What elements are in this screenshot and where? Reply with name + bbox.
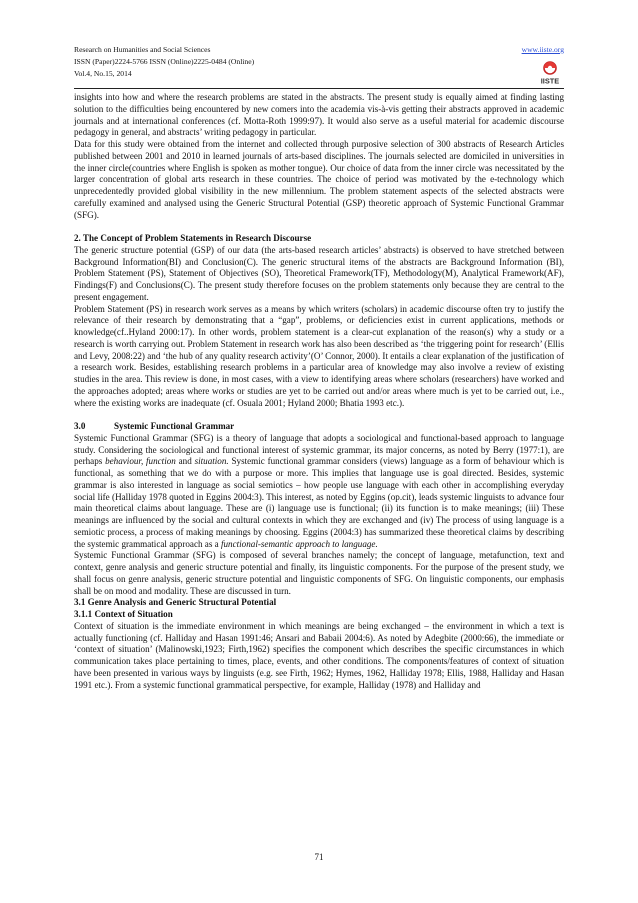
page-header [74, 44, 564, 80]
section-number: 3.0 [74, 421, 86, 431]
issn-line: ISSN (Paper)2224-5766 ISSN (Online)2225-0484 (Online) [74, 57, 255, 66]
paragraph-7: Context of situation is the immediate environment in which meanings are being exchanged – the environment in which a text is actually functioning (cf. Halliday and Hasan 1991:46; Ansari and Babaii 2004:6). As noted by Adegbite (2000:66), the immediate or ‘context of situation’ (Malinowski,1923; Firth,1962) specifies the component which describes the specific circumstances in which communication takes place pertaining to times, place, events, and other conditions. The components/features of context of situation have been presented in various ways by linguists (e.g. see Firth, 1962; Hymes, 1962, Halliday 1978; Ellis, 1988, Halliday and Hasan 1991 etc.). From a systemic functional grammatical perspective, for example, Halliday (1978) and Halliday and [74, 620, 564, 690]
journal-website-link[interactable]: www.iiste.org [521, 45, 564, 54]
subsection-heading-3-1: 3.1 Genre Analysis and Generic Structural Potential [74, 597, 277, 608]
journal-title: Research on Humanities and Social Sciences [74, 45, 211, 54]
article-body [74, 92, 564, 691]
paragraph-1: insights into how and where the research problems are stated in the abstracts. The present study is equally aimed at finding lasting solution to the difficulties being encountered by new comers into the academia vis-à-vis getting their abstracts approved in academic journals and at international conferences (cf. Motta-Roth 1999:97). It would also serve as a useful material for academic discourse pedagogy in general, and abstracts’ writing pedagogy in particular. [74, 92, 564, 138]
header-divider [74, 88, 564, 89]
volume-line: Vol.4, No.15, 2014 [74, 69, 132, 78]
paragraph-6: Systemic Functional Grammar (SFG) is composed of several branches namely; the concept of language, metafunction, text and context, genre analysis and generic structure potential and finally, its linguistic components. For the purpose of the present study, we shall focus on genre analysis, generic structure potential and linguistic components of SFG. On linguistic components, our emphasis shall be on mood and modality. These are discussed in turn. [74, 550, 564, 596]
section-title: Systemic Functional Grammar [114, 421, 235, 431]
section-heading-3 [74, 421, 564, 433]
paragraph-3: The generic structure potential (GSP) of our data (the arts-based research articles’ abstracts) is observed to have stretched between Background Information(BI) and Conclusion(C). The generic structural items of the abstracts are Background Information (BI), Problem Statement (PS), Statement of Objectives (SO), Theoretical Framework(TF), Methodology(M), Analytical Framework(AF), Findings(F) and Conclusions(C). The present study therefore focuses on the problem statements only because they are central to the present engagement. [74, 244, 564, 302]
iiste-logo-icon [537, 59, 563, 85]
paragraph-2: Data for this study were obtained from the internet and collected through purposive selection of 300 abstracts of Research Articles published between 2001 and 2010 in learned journals of arts-based disciplines. The journals selected are domiciled in universities in the inner circle(countries where English is spoken as mother tongue). Our choice of data from the inner circle was necessitated by the larger concentration of global arts research in these countries. The choice of period was motivated by the e-technology which unprecedentedly provided global visibility in the new millennium. The problem statement aspects of the selected abstracts were carefully examined and analysed using the Generic Structural Potential (GSP) theoretic approach of Systemic Functional Grammar (SFG). [74, 139, 564, 220]
paragraph-5: Systemic Functional Grammar (SFG) is a theory of language that adopts a sociological and functional-based approach to language study. Considering the sociological and functional interest of systemic grammar, its major concerns, as noted by Berry (1977:1), are perhaps behaviour, function and situation. Systemic functional grammar considers (views) language as a form of behaviour which is functional, as something that we do with a purpose or more. This implies that language use is goal directed. Besides, systemic grammar is also interested in language as social semiotics – how people use language with each other in accomplishing everyday social life (Halliday 1978 quoted in Eggins 2004:3). This interest, as noted by Eggins (op.cit), leads systemic linguists to advance four main theoretical claims about language. These are (i) language use is functional; (ii) its function is to make meanings; (iii) These meanings are influenced by the social and cultural contexts in which they are exchanged and (iv) The process of using language is a semiotic process, a process of making meanings by choosing. Eggins (2004:3) has summarized these theoretical claims by describing the systemic grammatical approach as a functional-semantic approach to language. [74, 432, 565, 549]
page-number: 71 [314, 852, 324, 862]
paragraph-4: Problem Statement (PS) in research work serves as a means by which writers (scholars) in academic discourse often try to justify the relevance of their research by demonstrating that a “gap”, problems, or deficiencies exist in current applications, methods or knowledge(cf..Hyland 2000:17). In other words, problem statement is a clear-cut explanation of the reason(s) why a study or a research is worth carrying out. Problem Statement in research work has also been described as ‘the triggering point for research’ (Ellis and Levy, 2008:22) and ‘the hub of any quality research activity’(O’ Connor, 2000). It entails a clear explanation of the justification of a research work. Besides, establishing research problems in a particular area of knowledge may also involve a review of existing studies in the area. This review is done, in most cases, with a view to identifying areas where scholars (researchers) have worked and the approaches adopted; areas where works or studies are yet to be carried out and/or areas where much is yet to be carried out, i.e., where the existing works are inadequate (cf. Osuala 2001; Hyland 2000; Bhatia 1993 etc.). [74, 303, 564, 408]
subsection-heading-3-1-1: 3.1.1 Context of Situation [74, 609, 173, 619]
logo-text: IISTE [540, 76, 560, 85]
section-heading-2: 2. The Concept of Problem Statements in Research Discourse [74, 233, 312, 243]
